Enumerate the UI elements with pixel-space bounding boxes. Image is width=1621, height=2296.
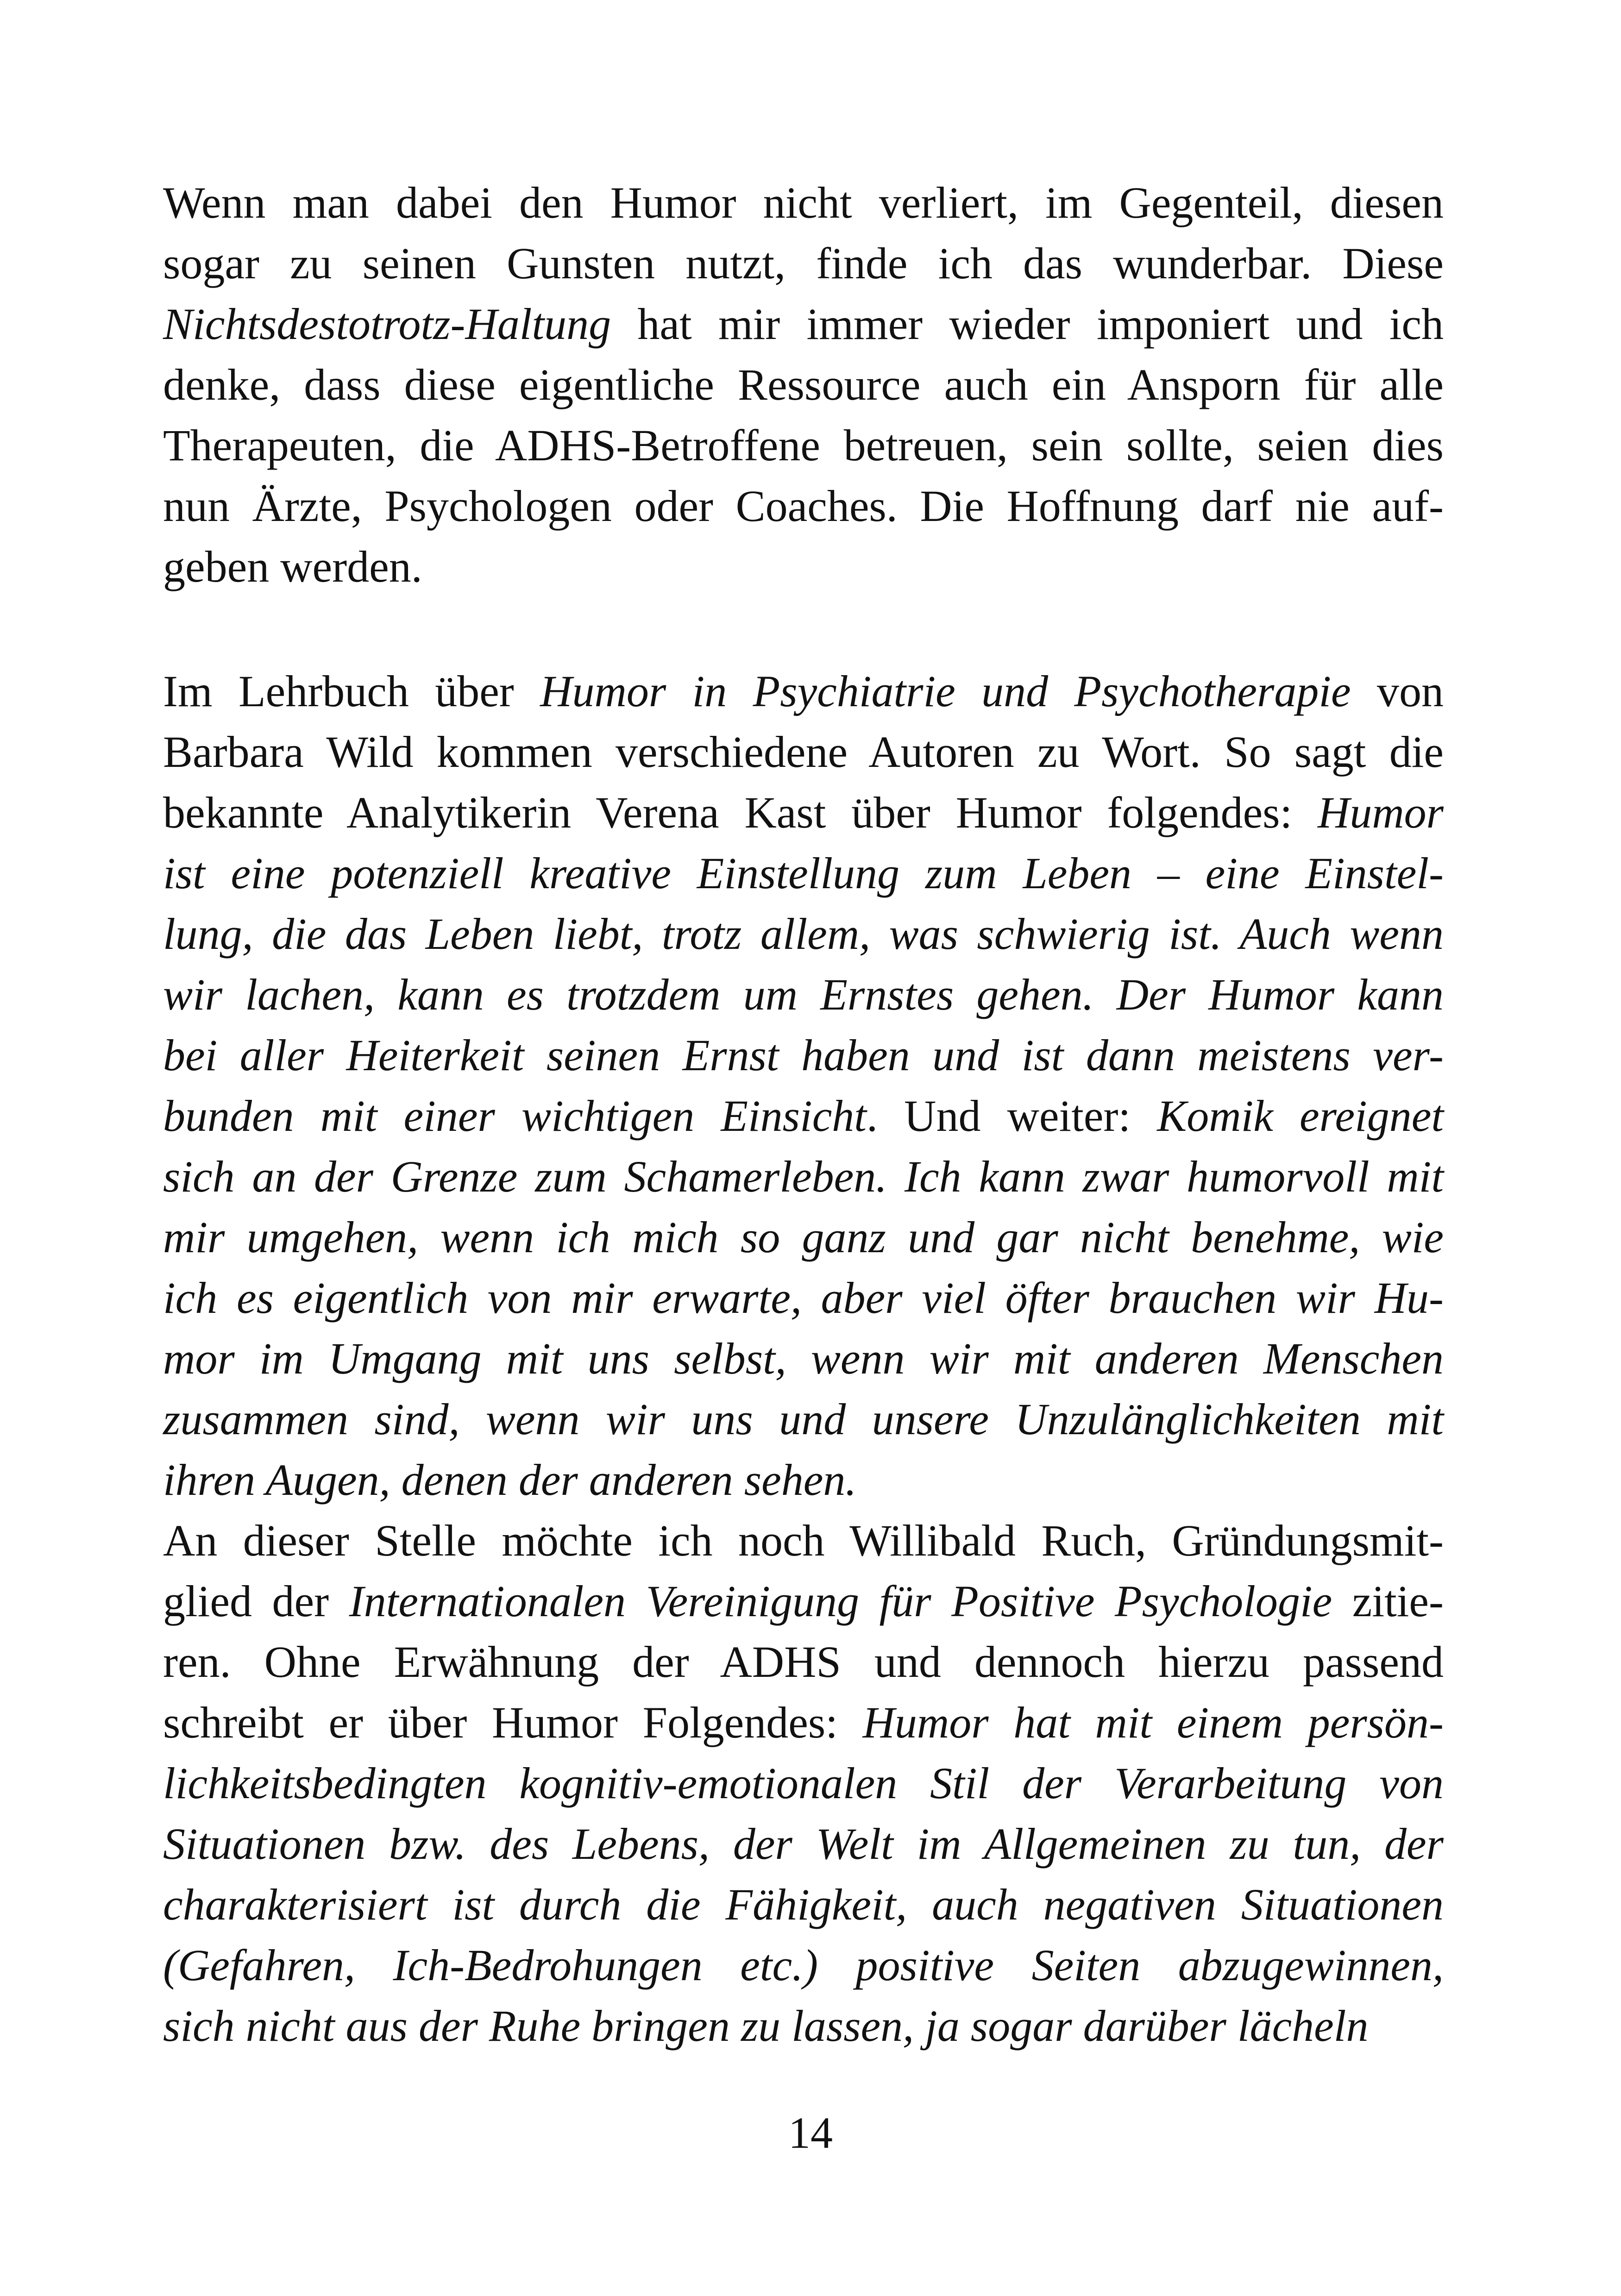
italic-text-run: ihren Augen, denen der anderen sehen. — [163, 1455, 857, 1505]
italic-text-run: ich es eigentlich von mir erwarte, aber viel öfter brauchen wir Hu- — [163, 1273, 1444, 1323]
italic-text-run: sich nicht aus der Ruhe bringen zu lassen, ja sogar darüber lächeln — [163, 2001, 1369, 2051]
text-run: Wenn man dabei den Humor nicht verliert, im Gegenteil, diesen — [163, 178, 1444, 227]
italic-text-run: Humor — [1317, 788, 1444, 837]
text-run: Therapeuten, die ADHS-Betroffene betreuen, sein sollte, seien dies — [163, 420, 1444, 470]
text-line — [163, 536, 1444, 597]
text-line — [163, 476, 1444, 536]
text-run: sogar zu seinen Gunsten nutzt, finde ich das wunderbar. Diese — [163, 238, 1444, 288]
paragraph-3 — [163, 1510, 1444, 2056]
text-line — [163, 1328, 1444, 1389]
text-run: schreibt er über Humor Folgendes: — [163, 1698, 863, 1747]
text-run: hat mir immer wieder imponiert und ich — [611, 299, 1444, 349]
text-line — [163, 1449, 1444, 1510]
italic-text-run: mor im Umgang mit uns selbst, wenn wir mit anderen Menschen — [163, 1334, 1444, 1383]
text-line — [163, 1874, 1444, 1935]
text-run: von — [1351, 666, 1444, 716]
text-run: geben werden. — [163, 542, 422, 591]
body-text — [163, 172, 1444, 2056]
text-line — [163, 1935, 1444, 1995]
text-line — [163, 843, 1444, 903]
italic-text-run: mir umgehen, wenn ich mich so ganz und gar nicht benehme, wie — [163, 1212, 1444, 1262]
italic-text-run: Komik ereignet — [1157, 1091, 1444, 1141]
text-run: An dieser Stelle möchte ich noch Willibald Ruch, Gründungsmit- — [163, 1516, 1444, 1565]
text-run: ren. Ohne Erwähnung der ADHS und dennoch hierzu passend — [163, 1637, 1444, 1687]
text-run: zitie- — [1332, 1576, 1444, 1626]
italic-text-run: lung, die das Leben liebt, trotz allem, was schwierig ist. Auch wenn — [163, 909, 1444, 959]
italic-text-run: charakterisiert ist durch die Fähigkeit, auch negativen Situationen — [163, 1880, 1444, 1929]
text-line — [163, 1631, 1444, 1692]
text-line — [163, 721, 1444, 782]
text-line — [163, 233, 1444, 294]
text-line — [163, 964, 1444, 1025]
text-line — [163, 1510, 1444, 1571]
text-line — [163, 1389, 1444, 1449]
italic-text-run: sich an der Grenze zum Schamerleben. Ich kann zwar humorvoll mit — [163, 1152, 1444, 1201]
text-line — [163, 294, 1444, 354]
italic-text-run: bei aller Heiterkeit seinen Ernst haben und ist dann meistens ver- — [163, 1030, 1444, 1080]
text-run: denke, dass diese eigentliche Ressource auch ein Ansporn für alle — [163, 360, 1444, 409]
text-line — [163, 661, 1444, 721]
paragraph-gap — [163, 597, 1444, 661]
italic-text-run: Nichtsdestotrotz-Haltung — [163, 299, 611, 349]
italic-text-run: lichkeitsbedingten kognitiv-emotionalen Stil der Verarbeitung von — [163, 1758, 1444, 1808]
text-line — [163, 782, 1444, 843]
italic-text-run: ist eine potenziell kreative Einstellung zum Leben – eine Einstel- — [163, 848, 1444, 898]
text-line — [163, 1146, 1444, 1207]
text-line — [163, 1571, 1444, 1631]
text-line — [163, 1207, 1444, 1267]
text-line — [163, 1995, 1444, 2056]
text-line — [163, 1025, 1444, 1085]
italic-text-run: Humor hat mit einem persön- — [862, 1698, 1444, 1747]
italic-text-run: Situationen bzw. des Lebens, der Welt im Allgemeinen zu tun, der — [163, 1819, 1444, 1869]
text-run: glied der — [163, 1576, 349, 1626]
text-line — [163, 903, 1444, 964]
text-line — [163, 1692, 1444, 1753]
text-line — [163, 415, 1444, 476]
italic-text-run: wir lachen, kann es trotzdem um Ernstes gehen. Der Humor kann — [163, 970, 1444, 1019]
italic-text-run: zusammen sind, wenn wir uns und unsere Unzulänglichkeiten mit — [163, 1394, 1444, 1444]
page-number: 14 — [788, 2108, 833, 2158]
text-line — [163, 1753, 1444, 1813]
text-run: Im Lehrbuch über — [163, 666, 540, 716]
text-run: Barbara Wild kommen verschiedene Autoren zu Wort. So sagt die — [163, 727, 1444, 777]
text-run: . Und weiter: — [866, 1091, 1157, 1141]
text-line — [163, 172, 1444, 233]
text-run: bekannte Analytikerin Verena Kast über Humor folgendes: — [163, 788, 1318, 837]
italic-text-run: bunden mit einer wichtigen Einsicht — [163, 1091, 867, 1141]
italic-text-run: Humor in Psychiatrie und Psychotherapie — [540, 666, 1351, 716]
paragraph-1 — [163, 172, 1444, 597]
text-line — [163, 1267, 1444, 1328]
text-run: nun Ärzte, Psychologen oder Coaches. Die Hoffnung darf nie auf- — [163, 481, 1444, 531]
italic-text-run: Internationalen Vereinigung für Positive Psychologie — [349, 1576, 1332, 1626]
text-line — [163, 354, 1444, 415]
italic-text-run: (Gefahren, Ich-Bedrohungen etc.) positive Seiten abzugewinnen, — [163, 1940, 1444, 1990]
text-line — [163, 1813, 1444, 1874]
text-line — [163, 1085, 1444, 1146]
paragraph-2 — [163, 661, 1444, 1510]
